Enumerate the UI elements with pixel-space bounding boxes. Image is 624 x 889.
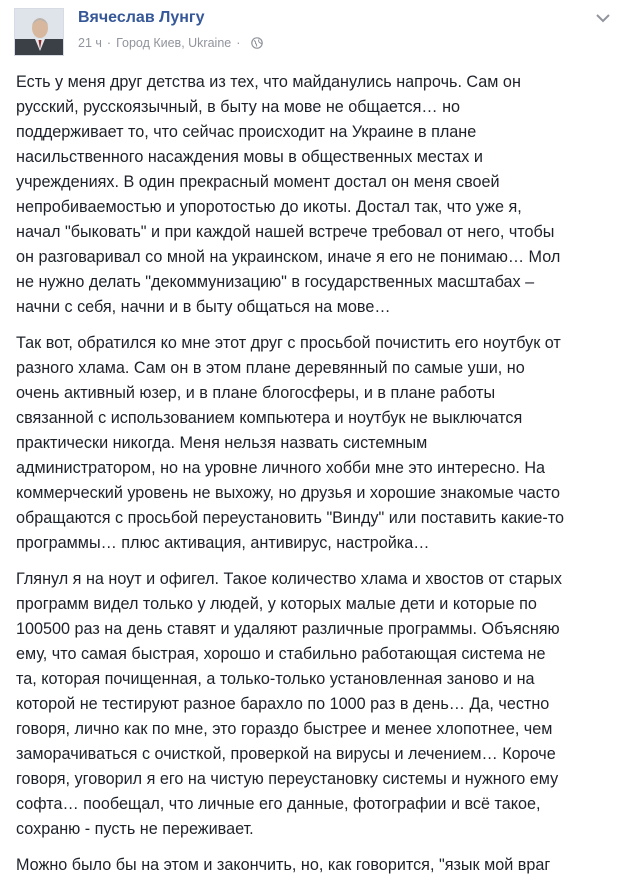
separator-dot: ·	[106, 36, 112, 50]
post-paragraph: Есть у меня друг детства из тех, что майданулись напрочь. Сам он русский, русскоязычный, в быту на мове не общается… но поддерживает то, что сейчас происходит на Украине в плане насильственного насаждения мовы в общественных местах и учреждениях. В один прекрасный момент достал он меня своей непробиваемостью и упоротостью до икоты. Достал так, что уже я, начал "быковать" и при каждой нашей встрече требовал от него, чтобы он разговаривал со мной на украинском, иначе я его не понимаю… Мол не нужно делать "декоммунизацию" в государственных масштабах – начни с себя, начни и в быту общаться на мове…	[16, 73, 561, 316]
globe-icon[interactable]	[251, 37, 263, 49]
chevron-down-icon[interactable]	[596, 10, 610, 20]
post-meta	[78, 36, 263, 50]
post-timestamp[interactable]: 21 ч	[78, 36, 102, 50]
author-avatar[interactable]	[14, 8, 64, 56]
separator-dot: ·	[236, 36, 241, 50]
author-name[interactable]: Вячеслав Лунгу	[78, 9, 205, 26]
post-paragraph: Можно было бы на этом и закончить, но, как говорится, "язык мой враг	[16, 856, 551, 874]
post-body	[16, 70, 616, 889]
post-header	[0, 0, 624, 64]
post-paragraph: Так вот, обратился ко мне этот друг с просьбой почистить его ноутбук от разного хлама. Сам он в этом плане деревянный по самые уши, но очень активный юзер, и в плане блогосферы, и в плане работы связанной с использованием компьютера и ноутбук не выключатся практически никогда. Меня нельзя назвать системным администратором, но на уровне личного хобби мне это интересно. На коммерческий уровень не выхожу, но друзья и хорошие знакомые часто обращаются с просьбой переустановить "Винду" или поставить какие-то программы… плюс активация, антивирус, настройка…	[16, 334, 565, 552]
post-paragraph: Глянул я на ноут и офигел. Такое количество хлама и хвостов от старых программ видел только у людей, у которых малые дети и которые по 100500 раз на день ставят и удаляют различные программы. Объясняю ему, что самая быстрая, хорошо и стабильно работающая система не та, которая почищенная, а только-только установленная заново и на которой не тестируют разное барахло по 1000 раз в день… Да, честно говоря, лично как по мне, это гораздо быстрее и менее хлопотнее, чем заморачиваться с очисткой, проверкой на вирусы и лечением… Короче говоря, уговорил я его на чистую переустановку системы и нужного ему софта… пообещал, что личные его данные, фотографии и всё такое, сохраню - пусть не переживает.	[16, 570, 562, 838]
post-location[interactable]: Город Киев, Ukraine	[116, 36, 232, 50]
